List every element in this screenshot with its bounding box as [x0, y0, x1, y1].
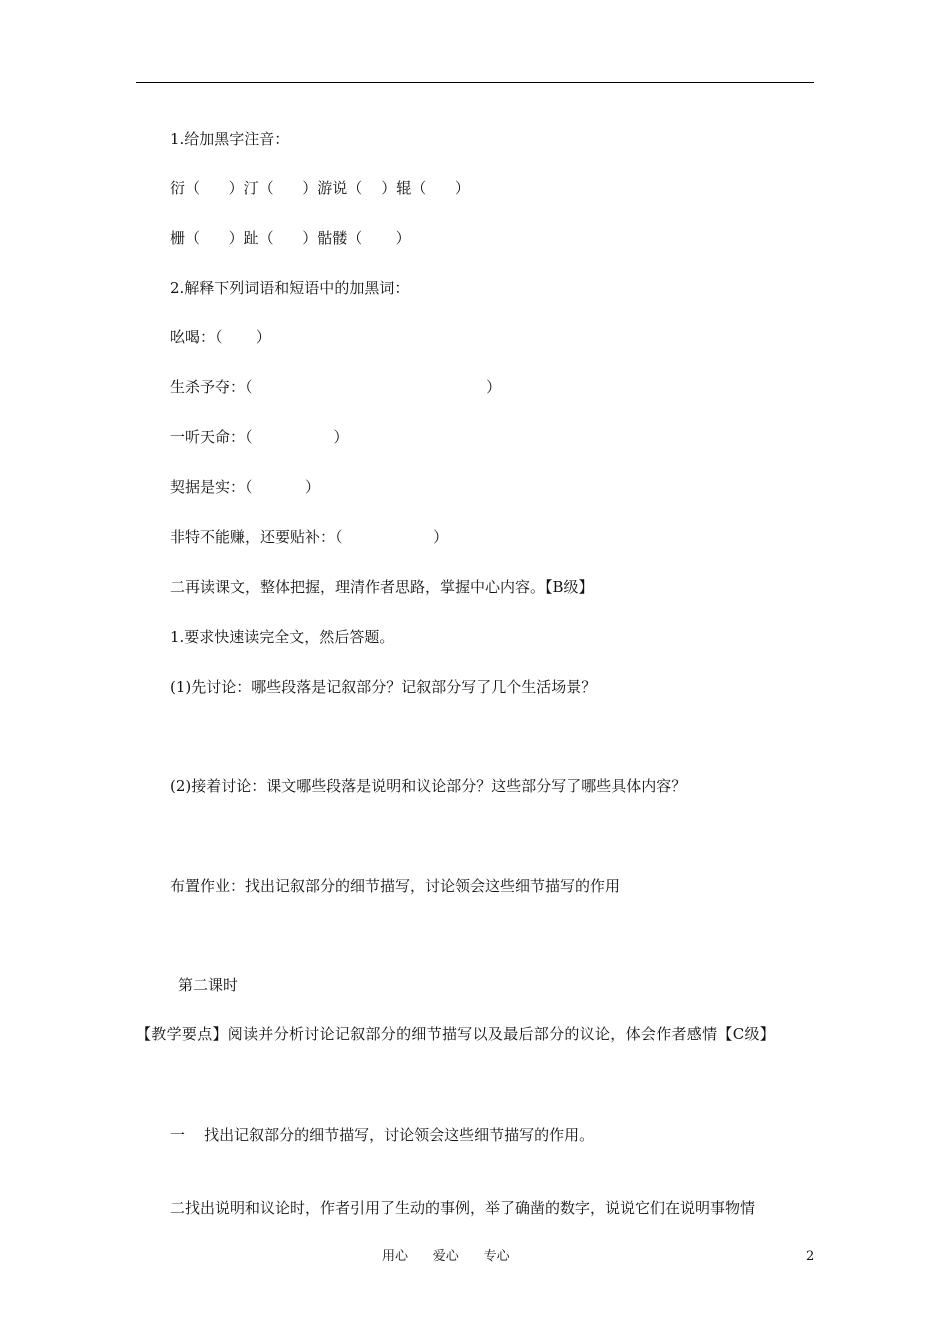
term-feite: 非特不能赚，还要贴补：（ ）	[170, 528, 449, 546]
header-rule	[136, 82, 814, 83]
pinyin-row-1: 衍（ ）汀（ ）游说（ ）辊（ ）	[170, 179, 470, 197]
footer-motto: 用心 爱心 专心	[382, 1249, 510, 1264]
part-1: 一 找出记叙部分的细节描写，讨论领会这些细节描写的作用。	[170, 1126, 595, 1144]
question-2-title: 2.解释下列词语和短语中的加黑词：	[170, 279, 410, 297]
term-yiting: 一听天命：（ ）	[170, 428, 349, 446]
lesson-2-title: 第二课时	[178, 976, 239, 994]
question-1-title: 1.给加黑字注音：	[170, 130, 290, 148]
page-number: 2	[806, 1249, 815, 1264]
discussion-1: (1)先讨论：哪些段落是记叙部分？记叙部分写了几个生活场景？	[170, 678, 597, 696]
teaching-points: 【教学要点】阅读并分析讨论记叙部分的细节描写以及最后部分的议论，体会作者感情【C级】	[136, 1025, 776, 1043]
discussion-2: (2)接着讨论：课文哪些段落是说明和议论部分？这些部分写了哪些具体内容？	[170, 777, 687, 795]
term-qiju: 契据是实：（ ）	[170, 478, 320, 496]
task-1: 1.要求快速读完全文，然后答题。	[170, 628, 395, 646]
part-2: 二找出说明和议论时，作者引用了生动的事例，举了确凿的数字，说说它们在说明事物情	[170, 1199, 756, 1217]
term-shengsha: 生杀予夺：（ ）	[170, 378, 502, 396]
homework: 布置作业：找出记叙部分的细节描写，讨论领会这些细节描写的作用	[170, 877, 621, 895]
term-yaohe: 吆喝：（ ）	[170, 328, 271, 346]
section-2-heading: 二再读课文，整体把握，理清作者思路，掌握中心内容。【B级】	[170, 578, 594, 596]
pinyin-row-2: 栅（ ）趾（ ）骷髅（ ）	[170, 229, 411, 247]
